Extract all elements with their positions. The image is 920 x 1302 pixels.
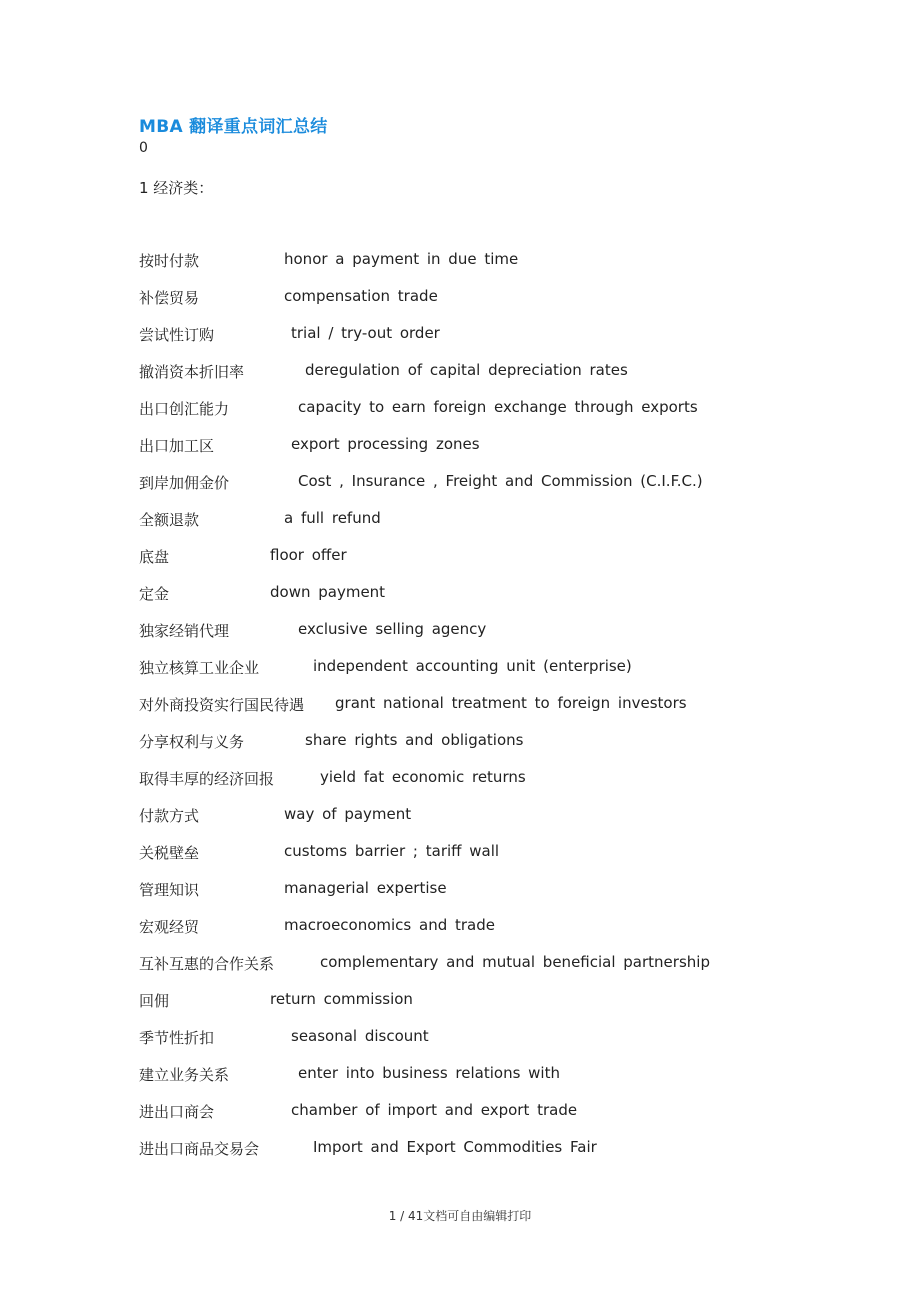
term-english: a full refund [284,509,381,527]
term-chinese: 建立业务关系 [139,1066,230,1084]
term-chinese: 季节性折扣 [139,1029,215,1047]
term-english: complementary and mutual beneficial partnership [320,953,710,971]
term-english: share rights and obligations [305,731,524,749]
term-chinese: 管理知识 [139,881,200,899]
term-english: deregulation of capital depreciation rates [305,361,628,379]
term-chinese: 进出口商品交易会 [139,1140,260,1158]
term-english: seasonal discount [291,1027,429,1045]
term-english: Cost , Insurance , Freight and Commission (C.I.F.C.) [298,472,703,490]
term-chinese: 全额退款 [139,511,200,529]
term-chinese: 尝试性订购 [139,326,215,344]
term-english: floor offer [270,546,347,564]
term-english: managerial expertise [284,879,447,897]
term-chinese: 底盘 [139,548,170,566]
term-english: customs barrier ; tariff wall [284,842,500,860]
term-chinese: 独立核算工业企业 [139,659,260,677]
term-english: macroeconomics and trade [284,916,495,934]
section-heading: 1 经济类： [139,179,214,197]
term-chinese: 到岸加佣金价 [139,474,230,492]
term-chinese: 宏观经贸 [139,918,200,936]
term-chinese: 独家经销代理 [139,622,230,640]
term-english: grant national treatment to foreign investors [335,694,687,712]
term-chinese: 对外商投资实行国民待遇 [139,696,305,714]
term-english: capacity to earn foreign exchange through exports [298,398,698,416]
term-english: trial / try-out order [291,324,440,342]
term-chinese: 按时付款 [139,252,200,270]
term-english: exclusive selling agency [298,620,487,638]
term-english: honor a payment in due time [284,250,519,268]
term-english: independent accounting unit (enterprise) [313,657,632,675]
term-chinese: 取得丰厚的经济回报 [139,770,275,788]
term-chinese: 付款方式 [139,807,200,825]
term-english: return commission [270,990,413,1008]
term-chinese: 定金 [139,585,170,603]
term-chinese: 关税壁垒 [139,844,200,862]
term-chinese: 撤消资本折旧率 [139,363,245,381]
term-chinese: 互补互惠的合作关系 [139,955,275,973]
term-english: export processing zones [291,435,480,453]
term-chinese: 进出口商会 [139,1103,215,1121]
term-chinese: 回佣 [139,992,170,1010]
term-english: yield fat economic returns [320,768,526,786]
term-english: enter into business relations with [298,1064,560,1082]
term-english: compensation trade [284,287,438,305]
term-english: chamber of import and export trade [291,1101,578,1119]
document-title: MBA 翻译重点词汇总结 [139,117,328,137]
document-number: 0 [139,140,148,156]
term-chinese: 出口加工区 [139,437,215,455]
term-chinese: 出口创汇能力 [139,400,230,418]
term-english: Import and Export Commodities Fair [313,1138,597,1156]
term-english: way of payment [284,805,412,823]
term-english: down payment [270,583,386,601]
term-chinese: 补偿贸易 [139,289,200,307]
term-chinese: 分享权利与义务 [139,733,245,751]
page-footer: 1 / 41文档可自由编辑打印 [388,1209,532,1223]
